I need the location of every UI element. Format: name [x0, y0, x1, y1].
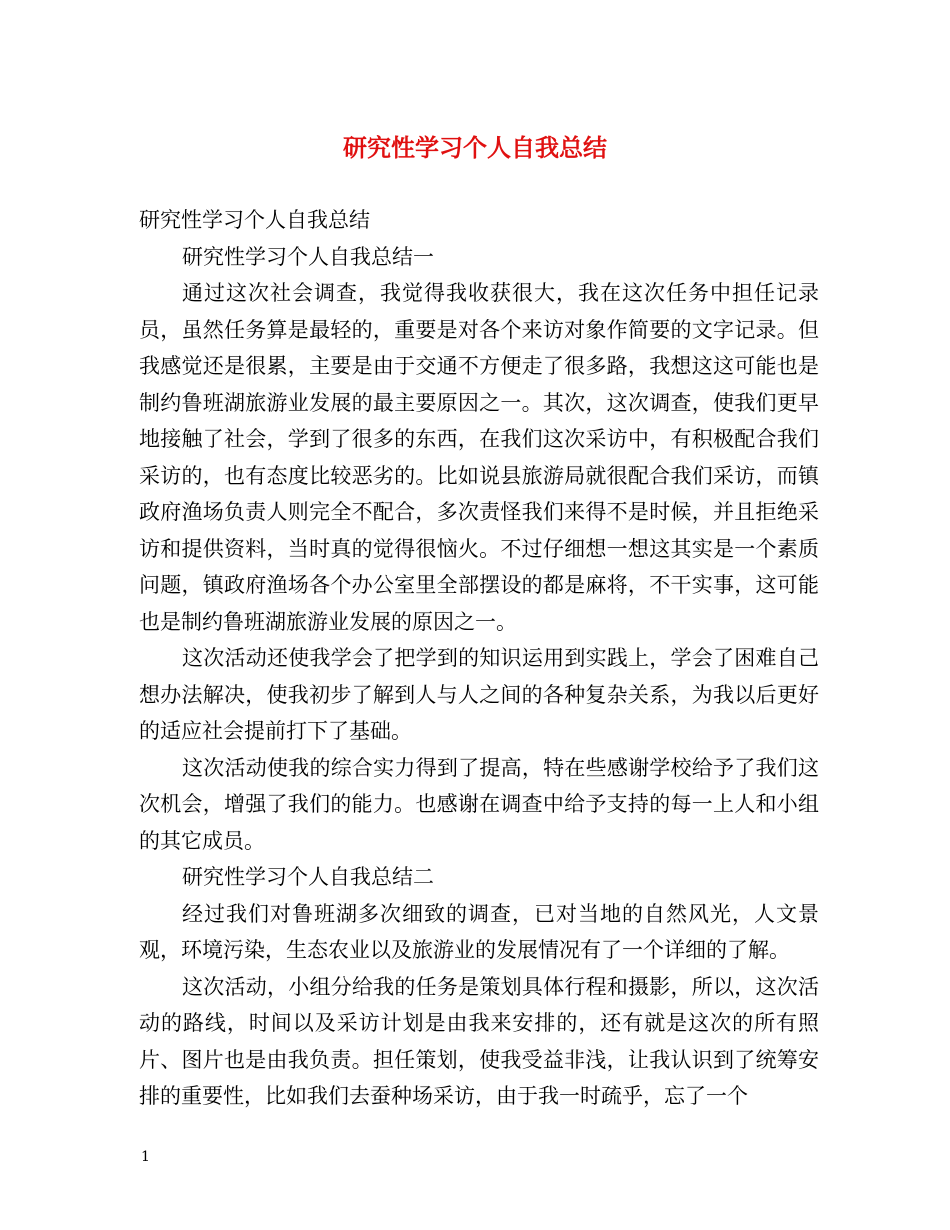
paragraph: 研究性学习个人自我总结	[139, 208, 370, 232]
paragraph: 这次活动还使我学会了把学到的知识运用到实践上，学会了困难自己想办法解决，使我初步了解到人与人之间的各种复杂关系，为我以后更好的适应社会提前打下了基础。	[139, 646, 819, 743]
document-body	[139, 202, 819, 1115]
section-heading: 研究性学习个人自我总结二	[182, 865, 434, 889]
paragraph: 通过这次社会调查，我觉得我收获很大，我在这次任务中担任记录员，虽然任务算是最轻的，重要是对各个来访对象作简要的文字记录。但我感觉还是很累，主要是由于交通不方便走了很多路，我想这这可能也是制约鲁班湖旅游业发展的最主要原因之一。其次，这次调查，使我们更早地接触了社会，学到了很多的东西，在我们这次采访中，有积极配合我们采访的，也有态度比较恶劣的。比如说县旅游局就很配合我们采访，而镇政府渔场负责人则完全不配合，多次责怪我们来得不是时候，并且拒绝采访和提供资料，当时真的觉得很恼火。不过仔细想一想这其实是一个素质问题，镇政府渔场各个办公室里全部摆设的都是麻将，不干实事，这可能也是制约鲁班湖旅游业发展的原因之一。	[139, 281, 819, 634]
page-number: 1	[141, 1149, 150, 1165]
paragraph: 这次活动，小组分给我的任务是策划具体行程和摄影，所以，这次活动的路线，时间以及采访计划是由我来安排的，还有就是这次的所有照片、图片也是由我负责。担任策划，使我受益非浅，让我认识到了统筹安排的重要性，比如我们去蚕种场采访，由于我一时疏乎，忘了一个	[139, 974, 819, 1108]
section-heading: 研究性学习个人自我总结一	[182, 244, 434, 269]
paragraph: 经过我们对鲁班湖多次细致的调查，已对当地的自然风光，人文景观，环境污染，生态农业以及旅游业的发展情况有了一个详细的了解。	[139, 901, 819, 962]
page-title: 研究性学习个人自我总结	[343, 133, 607, 162]
paragraph: 这次活动使我的综合实力得到了提高，特在些感谢学校给予了我们这次机会，增强了我们的能力。也感谢在调查中给予支持的每一上人和小组的其它成员。	[139, 755, 819, 853]
